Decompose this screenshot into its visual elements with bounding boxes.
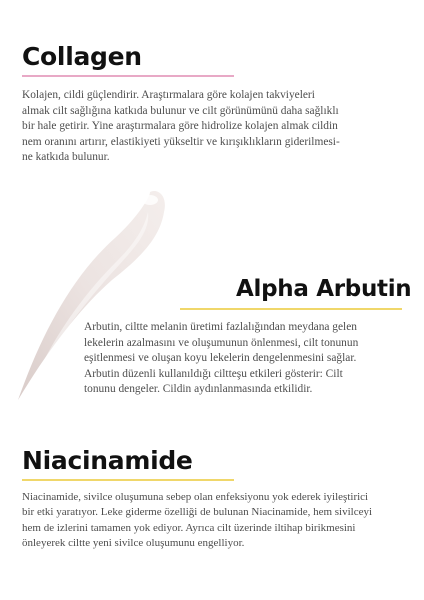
- niacinamide-line: Niacinamide, sivilce oluşumuna sebep olan enfeksiyonu yok ederek iyileştirici: [22, 491, 369, 503]
- collagen-line: almak cilt sağlığına katkıda bulunur ve cilt görünümünü daha sağlıklı: [22, 104, 339, 117]
- cream-gloss: [142, 195, 158, 205]
- niacinamide-title-underline: [22, 479, 234, 481]
- niacinamide-line: hem de izlerini tamamen yok ediyor. Ayrıca cilt üzerinde iltihap birikmesini: [22, 521, 356, 534]
- collagen-body: [22, 88, 412, 166]
- alpha-arbutin-title: Alpha Arbutin: [236, 276, 412, 302]
- niacinamide-title: Niacinamide: [22, 446, 193, 475]
- niacinamide-body: [22, 490, 418, 552]
- collagen-title: Collagen: [22, 42, 142, 71]
- collagen-line: ne katkıda bulunur.: [22, 151, 110, 164]
- niacinamide-line: önleyerek ciltte yeni sivilce oluşumunu engelliyor.: [22, 537, 245, 550]
- collagen-line: bir hale getirir. Yine araştırmalara göre hidrolize kolajen almak cildin: [22, 120, 338, 133]
- alpha-arbutin-body: [84, 320, 414, 398]
- alpha-arbutin-title-underline: [180, 308, 402, 310]
- collagen-line: Kolajen, cildi güçlendirir. Araştırmalara göre kolajen takviyeleri: [22, 89, 315, 101]
- alpha-arbutin-line: tonunu dengeler. Cildin aydınlanmasında etkilidir.: [84, 383, 313, 396]
- alpha-arbutin-line: lekelerin azalmasını ve oluşumunun önlenmesi, cilt tonunun: [84, 336, 359, 349]
- collagen-line: nem oranını artırır, elastikiyeti yükseltir ve kırışıklıkların giderilmesi-: [22, 135, 340, 148]
- alpha-arbutin-line: Arbutin düzenli kullanıldığı ciltteşu etkileri gösterir: Cilt: [84, 367, 343, 380]
- alpha-arbutin-line: Arbutin, ciltte melanin üretimi fazlalığından meydana gelen: [84, 321, 357, 333]
- collagen-title-underline: [22, 75, 234, 77]
- niacinamide-line: bir etki yaratıyor. Leke giderme özelliği de bulunan Niacinamide, hem sivilceyi: [22, 506, 373, 519]
- alpha-arbutin-line: eşitlenmesi ve oluşan koyu lekelerin dengelenmesini sağlar.: [84, 352, 357, 365]
